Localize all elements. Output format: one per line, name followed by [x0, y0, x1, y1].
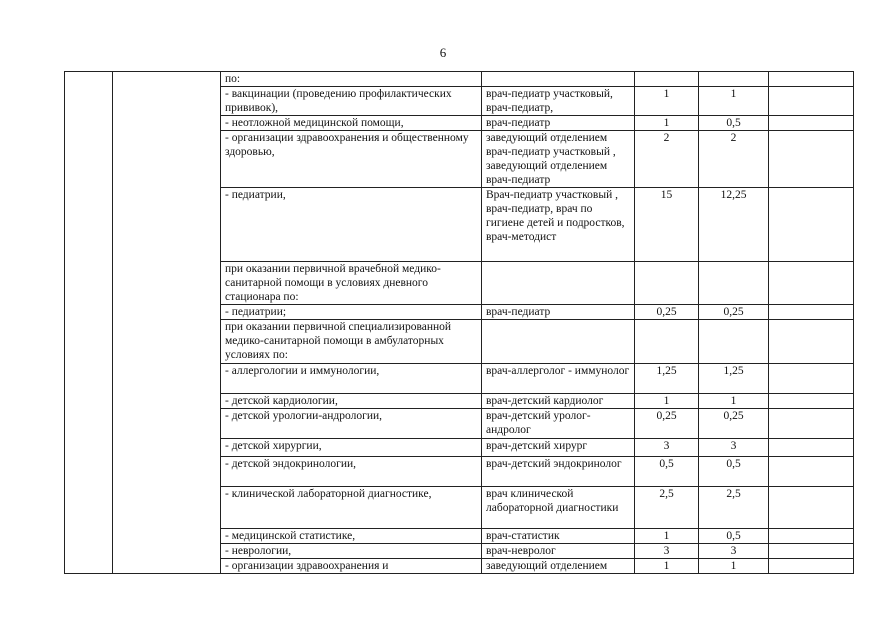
care-area-cell: при оказании первичной врачебной медико-санитарной помощи в условиях дневного стационара по: — [221, 262, 482, 305]
position-cell: врач-детский уролог-андролог — [482, 409, 635, 439]
notes-cell — [769, 188, 854, 262]
staff-actual-cell: 1 — [699, 559, 769, 574]
unit-column-cell — [113, 72, 221, 574]
position-cell: врач-педиатр участковый, врач-педиатр, — [482, 87, 635, 116]
staff-norm-cell: 0,5 — [635, 457, 699, 487]
care-area-cell: - педиатрии, — [221, 188, 482, 262]
care-area-cell: - детской хирургии, — [221, 439, 482, 457]
staff-norm-cell: 3 — [635, 439, 699, 457]
staff-norm-cell: 1,25 — [635, 364, 699, 394]
staff-norm-cell: 1 — [635, 87, 699, 116]
staff-actual-cell: 1,25 — [699, 364, 769, 394]
notes-cell — [769, 394, 854, 409]
staff-actual-cell — [699, 72, 769, 87]
staff-actual-cell: 0,25 — [699, 305, 769, 320]
position-cell: врач-аллерголог - иммунолог — [482, 364, 635, 394]
notes-cell — [769, 559, 854, 574]
table-row — [65, 72, 854, 87]
position-cell: врач-детский хирург — [482, 439, 635, 457]
notes-cell — [769, 262, 854, 305]
care-area-cell: - неврологии, — [221, 544, 482, 559]
staff-norm-cell: 2 — [635, 131, 699, 188]
table-body — [65, 72, 854, 574]
staff-norm-cell — [635, 320, 699, 364]
care-area-cell: - организации здравоохранения и общественному здоровью, — [221, 131, 482, 188]
staff-norm-cell: 0,25 — [635, 305, 699, 320]
staff-actual-cell: 0,5 — [699, 116, 769, 131]
staff-norm-cell: 15 — [635, 188, 699, 262]
care-area-cell: - аллергологии и иммунологии, — [221, 364, 482, 394]
notes-cell — [769, 131, 854, 188]
position-cell: врач-педиатр — [482, 305, 635, 320]
care-area-cell: - медицинской статистике, — [221, 529, 482, 544]
staff-actual-cell: 3 — [699, 544, 769, 559]
staff-norm-cell: 2,5 — [635, 487, 699, 529]
position-cell: врач-статистик — [482, 529, 635, 544]
care-area-cell: - педиатрии; — [221, 305, 482, 320]
position-cell: заведующий отделением — [482, 559, 635, 574]
staff-norm-cell: 3 — [635, 544, 699, 559]
notes-cell — [769, 487, 854, 529]
staff-actual-cell: 0,25 — [699, 409, 769, 439]
position-cell: врач-педиатр — [482, 116, 635, 131]
staff-norm-cell: 1 — [635, 394, 699, 409]
position-cell — [482, 320, 635, 364]
index-column-cell — [65, 72, 113, 574]
position-cell: врач-детский эндокринолог — [482, 457, 635, 487]
notes-cell — [769, 544, 854, 559]
care-area-cell: - организации здравоохранения и — [221, 559, 482, 574]
staff-actual-cell: 12,25 — [699, 188, 769, 262]
staff-actual-cell: 2,5 — [699, 487, 769, 529]
position-cell: Врач-педиатр участковый , врач-педиатр, врач по гигиене детей и подростков, врач-методист — [482, 188, 635, 262]
notes-cell — [769, 457, 854, 487]
notes-cell — [769, 116, 854, 131]
staff-actual-cell: 0,5 — [699, 529, 769, 544]
position-cell: врач-невролог — [482, 544, 635, 559]
notes-cell — [769, 72, 854, 87]
position-cell: заведующий отделением врач-педиатр участковый , заведующий отделением врач-педиатр — [482, 131, 635, 188]
care-area-cell: - вакцинации (проведению профилактических прививок), — [221, 87, 482, 116]
staff-actual-cell: 1 — [699, 87, 769, 116]
notes-cell — [769, 529, 854, 544]
position-cell — [482, 262, 635, 305]
notes-cell — [769, 439, 854, 457]
staff-actual-cell: 3 — [699, 439, 769, 457]
notes-cell — [769, 87, 854, 116]
notes-cell — [769, 364, 854, 394]
care-area-cell: при оказании первичной специализированной медико-санитарной помощи в амбулаторных условиях по: — [221, 320, 482, 364]
position-cell — [482, 72, 635, 87]
notes-cell — [769, 320, 854, 364]
care-area-cell: - неотложной медицинской помощи, — [221, 116, 482, 131]
position-cell: врач клинической лабораторной диагностики — [482, 487, 635, 529]
staff-norm-cell: 1 — [635, 116, 699, 131]
staff-norm-cell: 1 — [635, 529, 699, 544]
page-number: 6 — [439, 45, 447, 60]
care-area-cell: - детской урологии-андрологии, — [221, 409, 482, 439]
staffing-table — [64, 71, 854, 574]
care-area-cell: по: — [221, 72, 482, 87]
care-area-cell: - клинической лабораторной диагностике, — [221, 487, 482, 529]
staff-norm-cell: 1 — [635, 559, 699, 574]
staff-actual-cell: 2 — [699, 131, 769, 188]
staff-norm-cell — [635, 262, 699, 305]
staff-actual-cell: 0,5 — [699, 457, 769, 487]
position-cell: врач-детский кардиолог — [482, 394, 635, 409]
staff-actual-cell — [699, 320, 769, 364]
notes-cell — [769, 305, 854, 320]
care-area-cell: - детской эндокринологии, — [221, 457, 482, 487]
staff-norm-cell — [635, 72, 699, 87]
staff-norm-cell: 0,25 — [635, 409, 699, 439]
staff-actual-cell — [699, 262, 769, 305]
notes-cell — [769, 409, 854, 439]
care-area-cell: - детской кардиологии, — [221, 394, 482, 409]
staff-actual-cell: 1 — [699, 394, 769, 409]
